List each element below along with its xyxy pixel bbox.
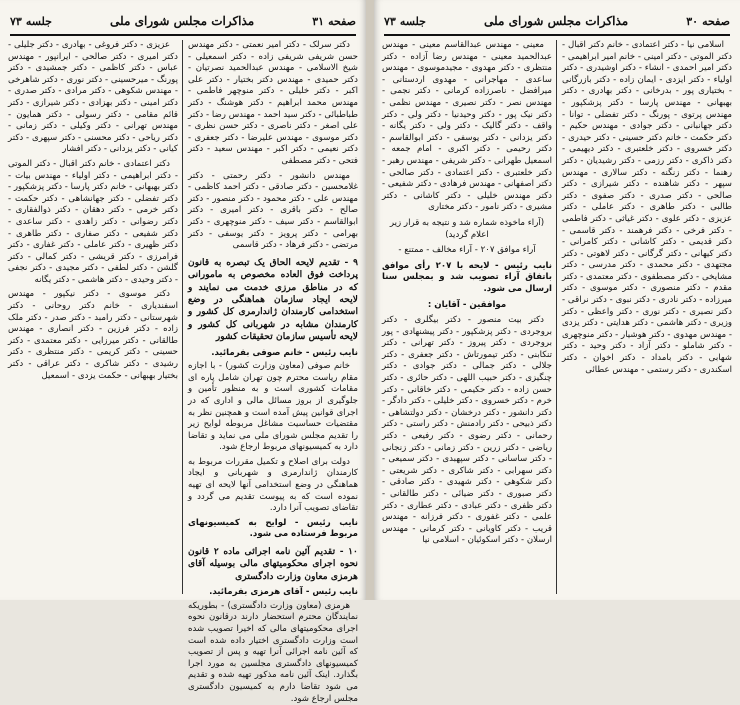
session-number: ۷۳ xyxy=(10,14,22,28)
body-paragraph: عزیزی - دکتر فروغی - بهادری - دکتر جلیلی - دکتر امیری - دکتر صالحی - ایرانپور - مهندس عباس - دکتر کاظمی - دکتر جمشیدی - دکتر پورنگ - میرحسینی - دکتر نوری - دکتر شاهرخی - مهندس شکوهی - دکتر مرادی - دکتر صدری - دکتر امینی - دکتر بهزادی - دکتر شیرازی - دکتر قائم مقامی - دکتر رسولی - دکتر همایون - مهندس تهرانی - دکتر وکیلی - دکتر زمانی - دکتر ریاحی - دکتر محسنی - دکتر سپهری - دکتر کیانی - دکتر یزدانی - دکتر افشار xyxy=(8,40,178,155)
page-number-label xyxy=(686,15,730,28)
body-paragraph: اسلامی نیا - دکتر اعتمادی - خانم دکتر اقبال - دکتر الموتی - دکتر امینی - خانم امیر ابراهیمی - دکتر امیر احمدی - انشاء - دکتر اوشیدری - دکتر اولیاء - دکتر ایزدی - ایمان زاده - دکتر بازرگانی - بختیاری پور - بدرخانی - دکتر بهادری - دکتر بهبهانی - مهندس پارسا - دکتر پزشکپور - مهندس پرتوی - پورنگ - دکتر تفضلی - توانا - دکتر جهانبانی - دکتر جوادی - مهندس حکیم - دکتر حکمت - خانم دکتر حسینی - دکتر حیدری - دکتر خسروی - دکتر خلعتبری - دکتر دیهیمی - دکتر ذاکری - دکتر رزمی - دکتر رشیدیان - دکتر رهنما - دکتر زنگنه - دکتر سالاری - مهندس سپهر - دکتر شاهنده - دکتر شیرازی - دکتر صالحی - دکتر صدری - دکتر صفوی - دکتر طالبی - دکتر طاهری - دکتر عاملی - دکتر عزیزی - دکتر علوی - دکتر غیاثی - دکتر فاطمی - دکتر فرخی - دکتر فرهمند - دکتر قاسمی - دکتر قدیمی - دکتر کاشانی - دکتر کامرانی - دکتر کیهانی - دکتر گرگانی - دکتر لاهوتی - دکتر مجتهدی - دکتر محمدی - دکتر مدرسی - دکتر مشایخی - دکتر مصطفوی - دکتر معتمدی - دکتر مقدم - دکتر منصوری - دکتر موسوی - دکتر میرزاده - دکتر نادری - دکتر نبوی - دکتر نراقی - دکتر نصیری - دکتر نوری - دکتر واعظی - دکتر وزیری - دکتر هاشمی - دکتر هدایتی - دکتر یزدی - مهندس مهدوی - دکتر هوشیار - دکتر منوچهری - دکتر شاملو - دکتر آزاد - دکتر وحید - دکتر شهابی - دکتر بامداد - دکتر اخوان - دکتر اسکندری - دکتر رستمی - مهندس عطائی xyxy=(562,40,732,375)
body-paragraph: دولت برای اصلاح و تکمیل مقررات مربوط به کارمندان ژاندارمری و شهربانی و ایجاد هماهنگی در وضع استخدامی آنها لایحه ای تهیه نموده است که به پیوست تقدیم می گردد و تقاضای تصویب آنرا دارد. xyxy=(188,456,358,514)
left-page xyxy=(0,0,366,704)
column-divider xyxy=(182,40,183,594)
body-paragraph: دکتر اعتمادی - خانم دکتر اقبال - دکتر الموتی - دکتر ابراهیمی - دکتر اولیاء - مهندس بیات - دکتر بهبهانی - خانم دکتر پارسا - دکتر پزشکپور - دکتر تفضلی - دکتر جهانشاهی - دکتر حکمت - دکتر خرمی - دکتر دهقان - دکتر ذوالفقاری - دکتر رضوانی - دکتر زاهدی - دکتر ساعدی - دکتر شفیعی - دکتر صفاری - دکتر طاهری - دکتر ظهیری - دکتر عاملی - دکتر غفاری - دکتر فرامرزی - دکتر قریشی - دکتر کمالی - دکتر گلشن - دکتر لطفی - دکتر مجیدی - دکتر نجفی - دکتر وحیدی - دکتر هاشمی - دکتر یگانه xyxy=(7,158,178,285)
session-number: ۷۳ xyxy=(384,14,396,28)
page-title: مذاکرات مجلس شورای ملی xyxy=(484,14,629,28)
page-number-label xyxy=(312,15,356,28)
left-page-header xyxy=(10,8,356,36)
page-number: ۳۱ xyxy=(312,14,325,28)
vote-note: آراء موافق ۲۰۷ - آراء مخالف - ممتنع - xyxy=(398,245,536,256)
right-page-header xyxy=(384,8,730,36)
session-word: جلسه xyxy=(25,14,52,28)
left-page-columns xyxy=(7,40,358,704)
subheading: موافقین - آقایان : xyxy=(427,300,507,311)
body-paragraph: مهندس دانشور - دکتر رحمتی - دکتر غلامحسین - دکتر صادقی - دکتر احمد کاظمی - مهندس علی - دکتر محمود - دکتر منصور - دکتر صالح - دکتر باقری - دکتر امیری - دکتر ابوالقاسم - دکتر سیف - دکتر منوچهری - دکتر بهرامی - دکتر پرویز - دکتر یوسفی - دکتر مرتضی - دکتر فرهاد - دکتر قاسمی xyxy=(188,170,358,251)
column-divider xyxy=(556,40,557,594)
left-page-right-column xyxy=(188,40,358,704)
right-page xyxy=(374,0,740,600)
book-gutter xyxy=(366,0,374,600)
body-paragraph: هرمزی (معاون وزارت دادگستری) - بطوریکه نمایندگان محترم استحضار دارند درقانون نحوه اجرای محکومیتهای مالی که اخیرا تصویب شده است وزارت دادگستری اختیار داده شده است که آئین نامه اجرائی آنرا تهیه و پس از تصویب کمیسیونهای دادگستری مجلسین به مورد اجرا بگذارد. اینک آئین نامه مذکور تهیه شده و تقدیم می شود تقاضا دارم به کمیسیون دادگستری مجلس ارجاع شود. xyxy=(188,600,358,704)
session-word: جلسه xyxy=(399,14,426,28)
speaker-line: نایب رئیس - آقای هرمزی بفرمائید. xyxy=(209,587,358,598)
session-label xyxy=(10,15,52,28)
page-word: صفحه xyxy=(702,14,730,28)
body-paragraph: دکتر موسوی - دکتر نیکپور - مهندس اسفندیاری - خانم دکتر روحانی - دکتر شهرستانی - دکتر رامبد - دکتر صدر - دکتر ملک زاده - دکتر فرزین - دکتر انصاری - مهندس طالقانی - دکتر میرزایی - دکتر معتمدی - دکتر حسینی - دکتر کریمی - دکتر منتظری - دکتر رشیدی - دکتر شاکری - دکتر عراقی - دکتر بختیار بهبهانی - حکمت یزدی - اسمعیل xyxy=(8,289,178,381)
page-word: صفحه xyxy=(328,14,356,28)
section-heading: ۱۰ - تقدیم آئین نامه اجرائی ماده ۲ قانون نحوه اجرای محکومیتهای مالی بوسیله آقای هرمزی معاون وزارت دادگستری xyxy=(188,546,358,582)
left-page-left-column xyxy=(8,40,178,594)
session-label xyxy=(384,15,426,28)
speaker-line: نایب رئیس - لایحه با ۲۰۷ رأی موافق باتفاق آراء تصویب شد و بمجلس سنا ارسال می شود. xyxy=(382,260,552,294)
vote-note: (آراء ماخوذه شماره شد و نتیجه به قرار زیر اعلام گردید) xyxy=(389,217,545,240)
section-heading: ۹ - تقدیم لایحه الحاق یک تبصره به قانون پرداخت فوق العاده مخصوص به مامورانی که در مناطق مرزی خدمت می نمایند و لایحه ایجاد سازمان هماهنگی در وضع استخدامی کارمندان ژاندارمری کل کشور و کارمندان مشابه در شهربانی کل کشور و لایحه تأسیس سازمان تحقیقات کشور xyxy=(188,256,358,343)
right-page-left-column xyxy=(382,40,552,594)
speaker-line: نایب رئیس - خانم صوفی بفرمائید. xyxy=(211,347,358,358)
body-paragraph: دکتر سرلک - دکتر امیر نعمتی - دکتر مهندس حسن شریفی شریفی زاده - دکتر اسمعیلی - شیخ الاسلامی - مهندس عبدالحمید نصرتیان - دکتر حمیدی - مهندس دکتر بختیار - دکتر علی اکبر - دکتر خلیلی - دکتر منوچهر فاطمی - مهندس محمد ابراهیم - دکتر هوشنگ - دکتر طباطبائی - دکتر سید احمد - مهندس رضا - دکتر علی اصغر - دکتر ناصری - دکتر حسن نظری - دکتر موسوی - مهندس علیرضا - دکتر جعفری - دکتر نعیمی - دکتر اکبر - مهندس سعید - دکتر فتحی - دکتر مصطفی xyxy=(188,40,358,166)
right-page-right-column xyxy=(562,40,732,594)
page-title: مذاکرات مجلس شورای ملی xyxy=(110,14,255,28)
page-number: ۳۰ xyxy=(686,14,699,28)
speaker-line: نایب رئیس - لوایح به کمیسیونهای مربوط فرستاده می شود. xyxy=(188,517,358,540)
body-paragraph: دکتر بیت منصور - دکتر بیگلری - دکتر بروجردی - دکتر پزشکپور - دکتر پیشنهادی - پور بروجردی - دکتر پیروز - دکتر تهرانی - دکتر تنکابنی - دکتر تیمورتاش - دکتر جعفری - دکتر جلالی - دکتر جمالی - دکتر جوادی - دکتر چنگیزی - دکتر حبیب اللهی - دکتر حائری - دکتر حسن زاده - دکتر حکیمی - دکتر خاقانی - دکتر خرم - دکتر خسروی - دکتر خلیلی - دکتر دادگر - دکتر دانشور - دکتر درخشان - دکتر دولتشاهی - دکتر ذبیحی - دکتر رادمنش - دکتر راستی - دکتر رحمانی - دکتر رضوی - دکتر رفیعی - دکتر ریاضی - دکتر زرین - دکتر زمانی - دکتر زنجانی - دکتر ساسانی - دکتر سپهبدی - دکتر سمیعی - دکتر سهرابی - دکتر شاکری - دکتر شریعتی - دکتر شکوهی - دکتر شهیدی - دکتر صادقی - دکتر صبوری - دکتر ضیائی - دکتر طالقانی - دکتر ظفری - دکتر عبادی - دکتر عطاری - دکتر علمی - دکتر غفوری - دکتر فرزانه - مهندس قریب - دکتر کاویانی - دکتر کرمانی - مهندس ارسلان - دکتر اسکوئیان - اسلامی نیا xyxy=(382,315,552,546)
body-paragraph: معینی - مهندس عبدالقاسم معینی - مهندس عبدالحمید معینی - مهندس رضا آزاده - دکتر منتظری - دکتر مهدوی - مجیدموسوی - مهندس ساعدی - مهاجرانی - مهدوی اردستانی - میرافضل - ناصرزاده کرمانی - دکتر نجمی - مهندس نصر - دکتر نصیری - مهندس نظمی - دکتر نیک پور - دکتر وحیدنیا - دکتر ولی - دکتر واقف - دکتر گالیک - دکتر ولی - دکتر یگانه - دکتر یزدانی - دکتر یوسفی - دکتر ابوالقاسم - دکتر رحیمی - دکتر اکبری - امام جمعه - اسمعیل طهرانی - دکتر شریفی - مهندس رهبر - دکتر خلعتبری - دکتر اعتمادی - دکتر صالحی - دکتر اصفهانی - مهندس فرهادی - دکتر شفیعی - دکتر مهندس خلیلی - دکتر کاشانی - دکتر مشیری - دکتر نامور - دکتر مختاری xyxy=(382,40,552,213)
body-paragraph: خانم صوفی (معاون وزارت کشور) - با اجازه مقام ریاست محترم چون تهران شامل پاره ای مقامات کشوری است و به منظور تأمین و جلوگیری از بروز مسائل مالی و اداری که در اجرای قوانین پیش آمده است و همچنین نظر به مقتضیات حساسیت مشاغل مربوطه لوایح زیر را تقدیم مجلس شورای ملی می نماید و تقاضا دارد به کمیسیونهای مربوط ارجاع شود. xyxy=(188,361,358,453)
right-page-columns xyxy=(382,40,732,594)
